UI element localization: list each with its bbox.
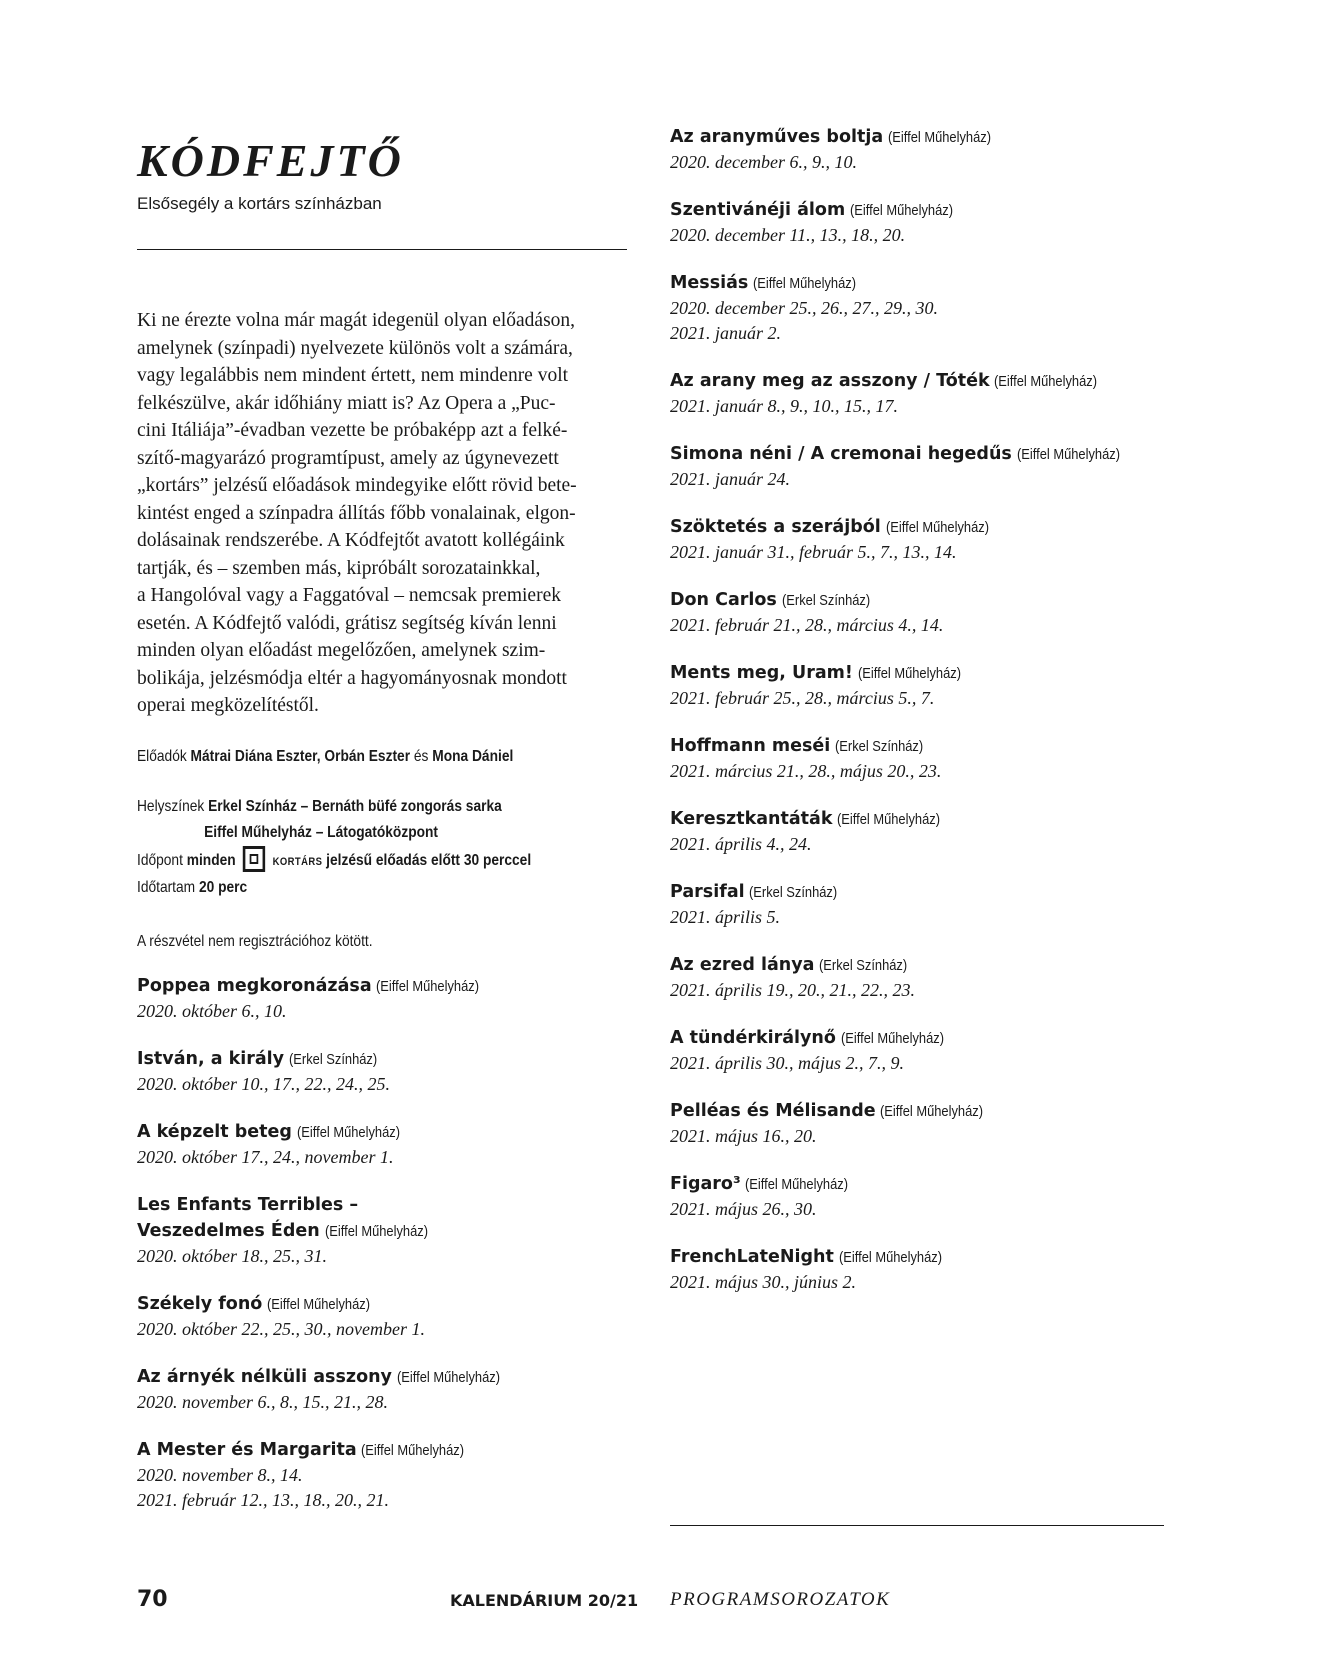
event-item (137, 1046, 627, 1097)
performers-line (137, 748, 627, 766)
event-title: Simona néni / A cremonai hegedűs (670, 444, 1012, 464)
event-title: Az arany meg az asszony / Tóték (670, 371, 990, 391)
magazine-name: KALENDÁRIUM 20/21 (450, 1591, 639, 1610)
event-item (670, 806, 1190, 857)
event-title: Parsifal (670, 882, 745, 902)
intro-line: tartják, és – szemben más, kipróbált sorozatainkkal, (137, 557, 541, 579)
event-venue: (Eiffel Műhelyház) (849, 202, 953, 219)
event-venue: (Eiffel Műhelyház) (857, 665, 961, 682)
intro-line: minden olyan előadást megelőzően, amelynek szim- (137, 640, 546, 661)
event-venue: (Eiffel Műhelyház) (296, 1123, 400, 1141)
event-list-left (137, 973, 627, 1513)
event-item (670, 587, 1190, 638)
event-title: FrenchLateNight (670, 1247, 834, 1267)
event-item (670, 879, 1190, 930)
event-dates: 2020. október 10., 17., 22., 24., 25. (137, 1073, 390, 1094)
venue-name: Eiffel Műhelyház – Látogatóközpont (204, 823, 439, 841)
event-title: Szentivánéji álom (670, 200, 846, 220)
event-title: István, a király (137, 1048, 285, 1069)
event-item (137, 1437, 627, 1513)
intro-line: operai megközelítéstől. (137, 695, 319, 716)
event-dates: 2021. április 19., 20., 21., 22., 23. (670, 980, 916, 1000)
event-venue: (Eiffel Műhelyház) (838, 1249, 942, 1266)
left-column (137, 135, 627, 1535)
event-dates: 2021. március 21., 28., május 20., 23. (670, 761, 942, 781)
intro-line: bolikája, jelzésmódja eltér a hagyományosnak mondott (137, 667, 567, 689)
event-item (137, 1291, 627, 1342)
event-title: Don Carlos (670, 590, 777, 610)
event-dates: 2020. október 17., 24., november 1. (137, 1146, 394, 1167)
event-venue: (Eiffel Műhelyház) (1016, 446, 1120, 463)
intro-line: cini Itáliája”-évadban vezette be próbaképp azt a felké- (137, 420, 568, 441)
event-item (670, 660, 1190, 711)
event-title: Figaro³ (670, 1174, 741, 1194)
intro-line: szítő-magyarázó programtípust, amely az úgynevezett (137, 447, 559, 469)
event-venue: (Eiffel Műhelyház) (887, 129, 991, 146)
venues-label: Helyszínek (137, 797, 205, 815)
section-name: PROGRAMSOROZATOK (670, 1589, 891, 1610)
event-dates: 2021. május 16., 20. (670, 1126, 817, 1146)
event-title: Székely fonó (137, 1293, 263, 1314)
event-dates: 2020. október 18., 25., 31. (137, 1245, 327, 1266)
intro-text (137, 307, 627, 720)
event-dates: 2021. április 30., május 2., 7., 9. (670, 1053, 905, 1073)
event-dates: 2020. október 6., 10. (137, 1000, 287, 1021)
intro-line: dolásainak rendszerébe. A Kódfejtőt avatott kollégáink (137, 530, 565, 551)
event-title: Ments meg, Uram! (670, 663, 853, 683)
event-dates: 2021. május 26., 30. (670, 1199, 817, 1219)
event-title: A Mester és Margarita (137, 1439, 357, 1460)
performer-name: Mátrai Diána Eszter, (190, 747, 321, 765)
title-divider (137, 249, 627, 250)
performers-and: és (413, 747, 429, 765)
performer-name: Orbán Eszter (324, 747, 411, 765)
event-dates: 2021. február 25., 28., március 5., 7. (670, 688, 935, 708)
event-item (670, 514, 1190, 565)
event-title: Messiás (670, 273, 749, 293)
event-dates: 2020. november 6., 8., 15., 21., 28. (137, 1391, 388, 1412)
event-dates: 2021. január 24. (670, 469, 791, 489)
event-dates: 2021. január 2. (670, 323, 782, 343)
intro-line: esetén. A Kódfejtő valódi, grátisz segítség kíván lenni (137, 612, 557, 634)
event-venue: (Eiffel Műhelyház) (361, 1441, 465, 1459)
event-dates: 2020. október 22., 25., 30., november 1. (137, 1318, 425, 1339)
intro-line: Ki ne érezte volna már magát idegenül olyan előadáson, (137, 310, 576, 331)
event-dates: 2021. április 5. (670, 907, 781, 927)
intro-line: amelynek (színpadi) nyelvezete különös volt a számára, (137, 337, 573, 359)
event-venue: (Eiffel Műhelyház) (840, 1030, 944, 1047)
event-title: Pelléas és Mélisande (670, 1101, 876, 1121)
event-venue: (Eiffel Műhelyház) (994, 373, 1098, 390)
registration-note (137, 933, 627, 951)
event-item (670, 952, 1190, 1003)
event-title: Az árnyék nélküli asszony (137, 1366, 392, 1387)
event-venue: (Eiffel Műhelyház) (267, 1295, 371, 1313)
event-dates: 2020. december 11., 13., 18., 20. (670, 225, 906, 245)
event-venue: (Eiffel Műhelyház) (745, 1176, 849, 1193)
time-value: minden (186, 851, 236, 869)
event-item (670, 197, 1190, 248)
event-item (670, 1025, 1190, 1076)
event-dates: 2021. május 30., június 2. (670, 1272, 857, 1292)
event-venue: (Erkel Színház) (749, 884, 838, 901)
event-title: A képzelt beteg (137, 1121, 292, 1142)
event-title-line: Les Enfants Terribles – (137, 1194, 359, 1215)
event-venue: (Eiffel Műhelyház) (396, 1368, 500, 1386)
intro-line: vagy legalábbis nem mindent értett, nem mindenre volt (137, 365, 569, 386)
event-dates: 2020. december 25., 26., 27., 29., 30. (670, 298, 938, 318)
event-dates: 2021. január 8., 9., 10., 15., 17. (670, 396, 899, 416)
event-title: A tündérkirálynő (670, 1028, 836, 1048)
event-venue: (Eiffel Műhelyház) (324, 1222, 428, 1240)
event-venue: (Erkel Színház) (781, 592, 870, 609)
event-list-right (670, 124, 1190, 1295)
venue-name: Erkel Színház – Bernáth büfé zongorás sarka (208, 797, 502, 815)
event-venue: (Erkel Színház) (819, 957, 908, 974)
kortars-label: KORTÁRS (272, 855, 323, 868)
event-title: Poppea megkoronázása (137, 975, 372, 996)
event-venue: (Eiffel Műhelyház) (880, 1103, 984, 1120)
event-item (670, 270, 1190, 346)
event-venue: (Eiffel Műhelyház) (837, 811, 941, 828)
duration-value: 20 perc (198, 878, 248, 896)
event-item (137, 973, 627, 1024)
performers-label: Előadók (137, 747, 187, 765)
venues-block (137, 794, 627, 901)
event-dates: 2021. január 31., február 5., 7., 13., 14. (670, 542, 957, 562)
column-end-divider (670, 1525, 1164, 1526)
event-dates: 2021. február 12., 13., 18., 20., 21. (137, 1489, 389, 1510)
event-venue: (Erkel Színház) (288, 1050, 378, 1068)
event-title: Keresztkantáták (670, 809, 833, 829)
page-title: KÓDFEJTŐ (137, 135, 404, 186)
right-column (670, 124, 1190, 1317)
event-dates: 2021. április 4., 24. (670, 834, 812, 854)
page-subtitle: Elsősegély a kortárs színházban (137, 194, 382, 213)
event-item (670, 733, 1190, 784)
event-dates: 2021. február 21., 28., március 4., 14. (670, 615, 944, 635)
event-title: Az ezred lánya (670, 955, 815, 975)
event-title: Szöktetés a szerájból (670, 517, 881, 537)
event-item (137, 1119, 627, 1170)
event-dates: 2020. december 6., 9., 10. (670, 152, 857, 172)
event-title: Az aranyműves boltja (670, 127, 884, 147)
event-item (137, 1364, 627, 1415)
event-item (670, 1244, 1190, 1295)
event-item (670, 441, 1190, 492)
performer-name: Mona Dániel (432, 747, 514, 765)
event-venue: (Erkel Színház) (835, 738, 924, 755)
intro-paragraph (137, 307, 627, 720)
event-venue: (Eiffel Műhelyház) (885, 519, 989, 536)
event-venue: (Eiffel Műhelyház) (376, 977, 480, 995)
intro-line: a Hangolóval vagy a Faggatóval – nemcsak premierek (137, 585, 561, 606)
event-venue: (Eiffel Műhelyház) (753, 275, 857, 292)
page-number: 70 (137, 1587, 168, 1612)
event-item (670, 1098, 1190, 1149)
kortars-square-icon (243, 846, 265, 872)
intro-line: felkészülve, akár időhiány miatt is? Az Opera a „Puc- (137, 392, 556, 414)
registration-note-text: A részvétel nem regisztrációhoz kötött. (137, 932, 373, 950)
event-title: Veszedelmes Éden (137, 1220, 320, 1241)
event-title: Hoffmann meséi (670, 736, 831, 756)
intro-line: „kortárs” jelzésű előadások mindegyike előtt rövid bete- (137, 475, 577, 496)
event-item (670, 124, 1190, 175)
time-value: jelzésű előadás előtt 30 perccel (326, 851, 532, 869)
time-label: Időpont (137, 851, 183, 869)
event-dates: 2020. november 8., 14. (137, 1464, 303, 1485)
intro-line: kintést enged a színpadra állítás főbb vonalainak, elgon- (137, 502, 576, 524)
event-item (670, 1171, 1190, 1222)
event-item (670, 368, 1190, 419)
event-item (137, 1192, 627, 1269)
duration-label: Időtartam (137, 878, 196, 896)
